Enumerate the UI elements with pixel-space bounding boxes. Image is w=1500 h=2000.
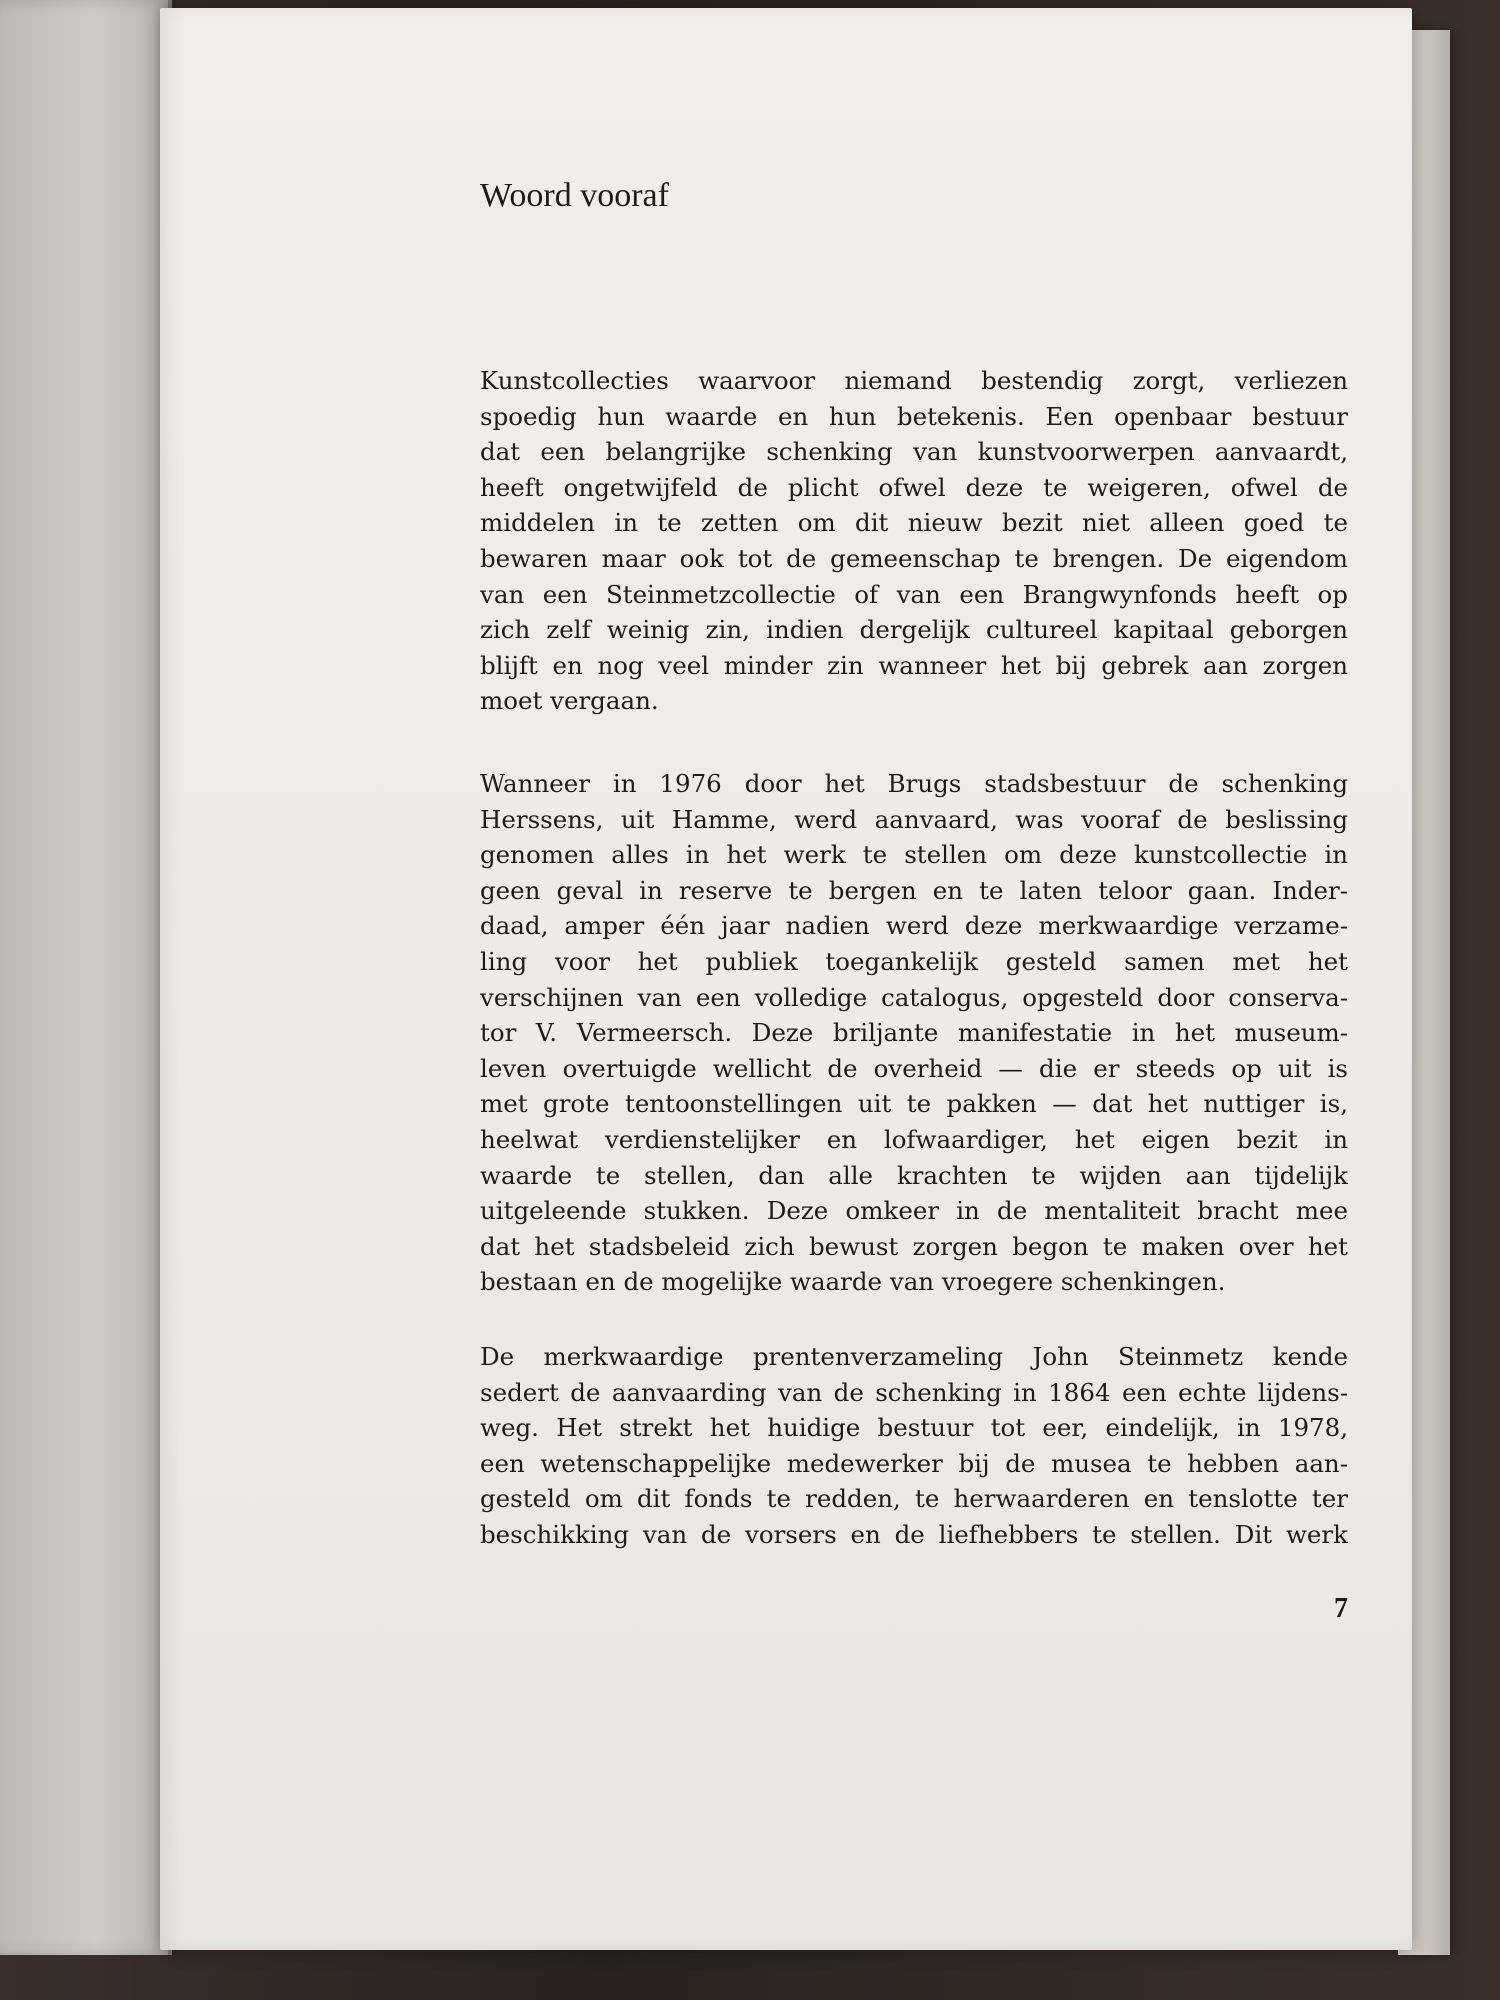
text-line: De merkwaardige prentenverzameling John Steinmetz kende (480, 1342, 1348, 1371)
text-line: Herssens, uit Hamme, werd aanvaard, was vooraf de beslissing (480, 804, 1348, 834)
text-line: blijft en nog veel minder zin wanneer het bij gebrek aan zorgen (480, 650, 1348, 680)
text-line: met grote tentoonstellingen uit te pakken — dat het nuttiger is, (480, 1089, 1348, 1119)
text-line: zich zelf weinig zin, indien dergelijk cultureel kapitaal geborgen (480, 615, 1348, 645)
paragraph-1 (480, 363, 1348, 719)
text-line: dat het stadsbeleid zich bewust zorgen begon te maken over het (480, 1231, 1348, 1261)
text-line: beschikking van de vorsers en de liefhebbers te stellen. Dit werk (480, 1519, 1348, 1549)
text-line: bewaren maar ook tot de gemeenschap te brengen. De eigendom (480, 543, 1348, 573)
text-line: middelen in te zetten om dit nieuw bezit niet alleen goed te (480, 508, 1348, 538)
text-line: tor V. Vermeersch. Deze briljante manifestatie in het museum- (480, 1018, 1348, 1048)
text-line: leven overtuigde wellicht de overheid — die er steeds op uit is (480, 1053, 1348, 1083)
text-line: van een Steinmetzcollectie of van een Brangwynfonds heeft op (480, 579, 1348, 609)
text-line: genomen alles in het werk te stellen om deze kunstcollectie in (480, 840, 1348, 870)
text-line: dat een belangrijke schenking van kunstvoorwerpen aanvaardt, (480, 437, 1348, 467)
text-line: sedert de aanvaarding van de schenking in 1864 een echte lijdens- (480, 1377, 1348, 1407)
text-line: gesteld om dit fonds te redden, te herwaarderen en tenslotte ter (480, 1484, 1348, 1514)
text-line: verschijnen van een volledige catalogus, opgesteld door conserva- (480, 982, 1348, 1012)
text-line: spoedig hun waarde en hun betekenis. Een openbaar bestuur (480, 401, 1348, 431)
text-line: Kunstcollecties waarvoor niemand bestendig zorgt, verliezen (480, 366, 1348, 395)
facing-left-page (0, 0, 172, 1955)
text-line: daad, amper één jaar nadien werd deze merkwaardige verzame- (480, 911, 1348, 941)
text-line: weg. Het strekt het huidige bestuur tot eer, eindelijk, in 1978, (480, 1413, 1348, 1443)
page-number: 7 (1334, 1593, 1348, 1624)
page-title: Woord vooraf (480, 177, 669, 214)
text-line: Wanneer in 1976 door het Brugs stadsbestuur de schenking (480, 769, 1348, 798)
text-line: moet vergaan. (480, 686, 659, 716)
paragraph-3 (480, 1339, 1348, 1553)
page-text-block (480, 176, 1348, 1549)
text-line: uitgeleende stukken. Deze omkeer in de mentaliteit bracht mee (480, 1196, 1348, 1226)
text-line: heeft ongetwijfeld de plicht ofwel deze te weigeren, ofwel de (480, 472, 1348, 502)
text-line: een wetenschappelijke medewerker bij de musea te hebben aan- (480, 1448, 1348, 1478)
text-line: bestaan en de mogelijke waarde van vroegere schenkingen. (480, 1267, 1226, 1297)
book-page (160, 8, 1412, 1950)
text-line: ling voor het publiek toegankelijk gesteld samen met het (480, 946, 1348, 976)
text-line: heelwat verdienstelijker en lofwaardiger, het eigen bezit in (480, 1124, 1348, 1154)
text-line: geen geval in reserve te bergen en te laten teloor gaan. Inder- (480, 875, 1348, 905)
text-line: waarde te stellen, dan alle krachten te wijden aan tijdelijk (480, 1160, 1348, 1190)
paragraph-2 (480, 766, 1348, 1300)
